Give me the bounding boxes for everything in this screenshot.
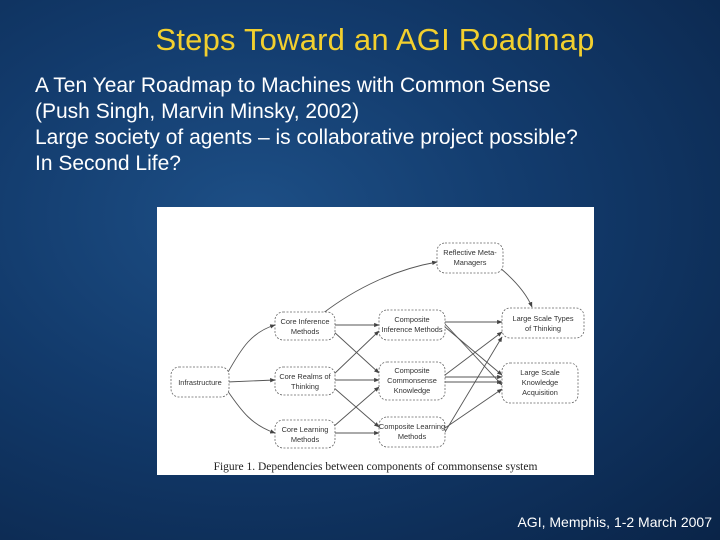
node-infrastructure bbox=[171, 367, 229, 397]
dependency-diagram bbox=[157, 207, 594, 475]
bullet-list bbox=[35, 73, 715, 177]
svg-text:Core Inference: Core Inference bbox=[280, 317, 330, 326]
svg-text:Managers: Managers bbox=[453, 258, 487, 267]
node-composite-inference-methods bbox=[379, 310, 445, 340]
svg-text:Large Scale Types: Large Scale Types bbox=[512, 314, 574, 323]
svg-text:Infrastructure: Infrastructure bbox=[178, 378, 222, 387]
node-core-inference-methods bbox=[275, 312, 335, 340]
svg-text:Composite Learning: Composite Learning bbox=[378, 422, 446, 431]
slide-title: Steps Toward an AGI Roadmap bbox=[155, 22, 595, 57]
bullet-line: A Ten Year Roadmap to Machines with Common Sense bbox=[35, 74, 551, 97]
svg-text:Thinking: Thinking bbox=[291, 382, 319, 391]
svg-text:Methods: Methods bbox=[290, 327, 320, 336]
svg-text:Commonsense: Commonsense bbox=[387, 376, 437, 385]
svg-text:Large Scale: Large Scale bbox=[520, 368, 560, 377]
node-core-learning-methods bbox=[275, 420, 335, 448]
dependency-arrows bbox=[227, 262, 532, 433]
bullet-line: Large society of agents – is collaborative project possible? bbox=[35, 126, 578, 149]
svg-text:Core Learning: Core Learning bbox=[281, 425, 329, 434]
footer-text: AGI, Memphis, 1-2 March 2007 bbox=[517, 514, 712, 530]
svg-text:Composite: Composite bbox=[394, 366, 430, 375]
svg-text:Knowledge: Knowledge bbox=[393, 386, 431, 395]
svg-text:Composite: Composite bbox=[394, 315, 430, 324]
node-composite-commonsense-knowledge bbox=[379, 362, 445, 400]
svg-text:Reflective Meta-: Reflective Meta- bbox=[443, 248, 497, 257]
svg-text:Methods: Methods bbox=[397, 432, 427, 441]
svg-text:Core Realms of: Core Realms of bbox=[279, 372, 331, 381]
node-core-realms-of-thinking bbox=[275, 367, 335, 395]
bullet-line: In Second Life? bbox=[35, 152, 181, 175]
figure-caption: Figure 1. Dependencies between components of commonsense system bbox=[213, 461, 538, 473]
svg-text:Inference Methods: Inference Methods bbox=[381, 325, 443, 334]
svg-text:Acquisition: Acquisition bbox=[522, 388, 558, 397]
node-large-scale-types-of-thinking bbox=[502, 308, 584, 338]
node-reflective-meta-managers bbox=[437, 243, 503, 273]
bullet-line: (Push Singh, Marvin Minsky, 2002) bbox=[35, 100, 360, 123]
node-large-scale-knowledge-acquisition bbox=[502, 363, 578, 403]
dependency-figure bbox=[157, 207, 594, 475]
node-composite-learning-methods bbox=[379, 417, 445, 447]
svg-text:Knowledge: Knowledge bbox=[521, 378, 559, 387]
svg-text:of Thinking: of Thinking bbox=[524, 324, 562, 333]
svg-text:Methods: Methods bbox=[290, 435, 320, 444]
